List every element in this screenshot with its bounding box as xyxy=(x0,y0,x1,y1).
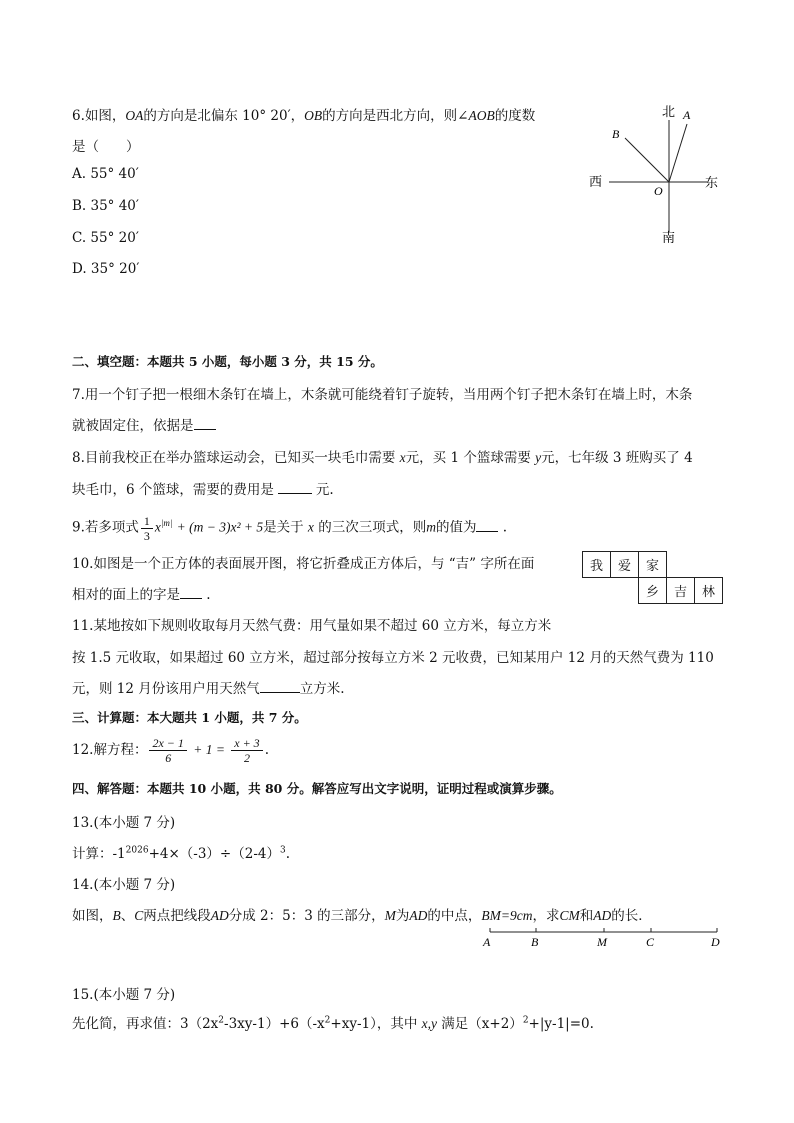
point-b-label: B xyxy=(612,127,620,141)
west-label: 西 xyxy=(589,175,603,190)
segment-diagram xyxy=(480,922,730,952)
compass-diagram xyxy=(585,100,725,250)
q9-answer-blank xyxy=(476,519,498,532)
q6-stem-line1: 6.如图，OA的方向是北偏东 10° 20′，OB的方向是西北方向，则∠AOB的度数 xyxy=(72,108,536,124)
q10-answer-blank xyxy=(180,586,202,599)
q8-line2: 块毛巾，6 个篮球，需要的费用是 元. xyxy=(72,482,334,498)
q7-line1: 7.用一个钉子把一根细木条钉在墙上，木条就可能绕着钉子旋转，当用两个钉子把木条钉在墙上时，木条 xyxy=(72,387,693,403)
q15-body: 先化简，再求值：$3(2x^2-3xy-1)+6(-x^2+xy-1)$，其中 x,y 满足$(x+2)^2+|y-1|=0$. xyxy=(72,1015,594,1032)
q7-line2: 就被固定住，依据是 xyxy=(72,414,216,434)
q12-fraction-left: $\frac{2x - 1}{6}$ xyxy=(149,736,186,765)
cube-face: 乡 xyxy=(639,578,667,604)
point-b-label: B xyxy=(531,935,539,949)
cube-face: 吉 xyxy=(667,578,695,604)
point-d-label: D xyxy=(711,935,720,949)
cube-face: 林 xyxy=(695,578,723,604)
cube-net xyxy=(582,551,723,604)
q6-stem-line2: 是（ ） xyxy=(72,139,140,155)
q10-line1: 10.如图是一个正方体的表面展开图，将它折叠成正方体后，与 “吉” 字所在面 xyxy=(72,556,535,572)
q11-line1: 11.某地按如下规则收取每月天然气费：用气量如果不超过 60 立方米，每立方米 xyxy=(72,618,552,634)
cube-face: 爱 xyxy=(611,552,639,578)
q14-head: 14.(本小题 7 分) xyxy=(72,877,176,893)
q12-line: 12.解方程： $\frac{2x - 1}{6}$ + 1 = $\frac{x + 3}{2}$ . xyxy=(72,736,269,765)
cube-face: 家 xyxy=(639,552,667,578)
q8-line1: 8.目前我校正在举办篮球运动会，已知买一块毛巾需要 x元，买 1 个篮球需要 y元，七年级 3 班购买了 4 xyxy=(72,450,693,466)
point-c-label: C xyxy=(646,935,655,949)
east-label: 东 xyxy=(705,176,719,191)
q11-answer-blank xyxy=(260,680,300,693)
q14-body: 如图，B、C两点把线段AD分成 2：5：3 的三部分，M为AD的中点，BM=9cm，求CM和AD的长． xyxy=(72,908,652,924)
south-label: 南 xyxy=(662,231,676,246)
q6-option-a: A. 55° 40′ xyxy=(72,166,139,182)
q11-line3: 元，则 12 月份该用户用天然气 立方米. xyxy=(72,681,345,697)
cube-face: 我 xyxy=(583,552,611,578)
q7-answer-blank xyxy=(194,417,216,430)
point-m-label: M xyxy=(597,935,607,949)
north-label: 北 xyxy=(662,105,676,120)
point-a-label: A xyxy=(483,935,491,949)
q11-line2: 按 1.5 元收取，如果超过 60 立方米，超过部分按每立方米 2 元收费，已知某用户 12 月的天然气费为 110 xyxy=(72,650,714,666)
point-a-label: A xyxy=(683,108,691,122)
origin-label: O xyxy=(654,184,663,198)
q9-fraction: $\frac{1}{3}$ xyxy=(141,514,153,543)
q6-option-c: C. 55° 20′ xyxy=(72,230,139,246)
q6-option-b: B. 35° 40′ xyxy=(72,198,139,214)
q10-line2: 相对的面上的字是 . xyxy=(72,587,211,603)
section2-title: 二、填空题：本题共 5 小题，每小题 3 分，共 15 分。 xyxy=(72,354,383,369)
section4-title: 四、解答题：本题共 10 小题，共 80 分。解答应写出文字说明，证明过程或演算步骤。 xyxy=(72,781,562,796)
q9-line: 9.若多项式 $\frac{1}{3}$ $x^{|m|} + (m - 3)x^2 + 5$是关于 x 的三次三项式，则m的值为 . xyxy=(72,513,508,543)
section3-title: 三、计算题：本大题共 1 小题，共 7 分。 xyxy=(72,710,307,725)
q15-head: 15.(本小题 7 分) xyxy=(72,987,176,1003)
q13-body: 计算：$-1^{2026}+4\times(-3)\div(2-4)^3$. xyxy=(72,845,291,862)
q12-fraction-right: $\frac{x + 3}{2}$ xyxy=(231,736,262,765)
q8-answer-blank xyxy=(278,481,312,494)
q6-option-d: D. 35° 20′ xyxy=(72,261,140,277)
q13-head: 13.(本小题 7 分) xyxy=(72,815,176,831)
